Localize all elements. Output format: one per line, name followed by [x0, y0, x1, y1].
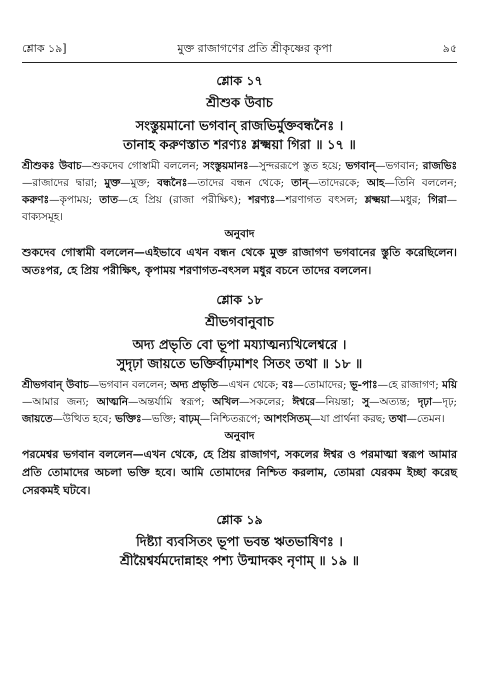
synonym-gloss: —নিয়ন্তা;	[315, 396, 363, 408]
synonym-term: ভগবান্	[345, 160, 376, 172]
verse-18-speaker: শ্রীভগবানুবাচ	[205, 315, 274, 330]
synonym-gloss: —অত্যন্ত;	[369, 396, 418, 408]
synonym-term: রাজভিঃ	[422, 160, 457, 172]
synonym-term: ভক্তিঃ	[115, 413, 142, 425]
synonym-gloss: —ভক্তি;	[141, 413, 180, 425]
synonym-term: অদ্য প্রভৃতি	[170, 379, 219, 391]
synonym-gloss: —সকলের;	[238, 396, 293, 408]
synonym-term: গিরা	[428, 194, 447, 206]
verse-19	[22, 512, 457, 571]
verse-17-translation-heading: অনুবাদ	[224, 228, 255, 240]
synonym-gloss: —তেমন।	[406, 413, 445, 425]
page-number: ৯৫	[442, 42, 457, 55]
verse-18-line-1: অদ্য প্রভৃতি বো ভূপা ময্যাত্মন্যখিলেশ্বরে ।	[132, 338, 347, 353]
synonym-gloss: —হে প্রিয় (রাজা পরীক্ষিৎ);	[117, 194, 249, 206]
verse-18-translation-heading: অনুবাদ	[224, 430, 255, 442]
synonym-gloss: —নিশ্চিতরূপে;	[199, 413, 264, 425]
synonym-term: তথা	[388, 413, 407, 425]
synonym-gloss: —মুক্ত;	[120, 177, 158, 189]
synonym-term: করুণঃ	[22, 194, 50, 206]
synonym-gloss: —কৃপাময়;	[49, 194, 100, 206]
verse-19-number: শ্লোক ১৯	[216, 512, 263, 527]
synonym-term: দৃঢ়া	[417, 396, 432, 408]
synonym-term: আশংসিতম্	[263, 413, 311, 425]
synonym-gloss: —শরণাগত বৎসল;	[275, 194, 365, 206]
synonym-gloss: —হে রাজাগণ;	[377, 379, 443, 391]
synonym-gloss: —এখন থেকে;	[218, 379, 283, 391]
synonym-term: বঃ	[282, 379, 294, 391]
verse-17-number: শ্লোক ১৭	[216, 73, 263, 88]
verse-17	[22, 73, 457, 280]
synonym-gloss: —ভগবান বললেন;	[88, 379, 171, 391]
synonym-gloss: —অন্তর্যামি স্বরূপ;	[128, 396, 213, 408]
synonym-gloss: —শুকদেব গোস্বামী বললেন;	[81, 160, 204, 172]
synonym-gloss: —তিনি বললেন;	[384, 177, 457, 189]
synonym-gloss: —তোমাদের;	[293, 379, 350, 391]
verse-19-line-1: দিষ্ট্যা ব্যবসিতং ভূপা ভবন্ত ঋতভাষিণঃ ।	[136, 535, 343, 550]
synonym-gloss: —রাজাদের দ্বারা;	[22, 177, 105, 189]
verse-18-synonyms	[22, 377, 457, 428]
verse-17-line-2: তানাহ করুণস্তাত শরণ্যঃ শ্লক্ষ্ময়া গিরা ॥ ১৭ ॥	[123, 138, 356, 153]
verse-17-line-1: সংস্তুয়মানো ভগবান্ রাজভির্মুক্তবন্ধনৈঃ ।	[135, 119, 344, 134]
synonym-gloss: —আমার জন্য;	[22, 396, 97, 408]
synonym-term: সংস্তুয়মানঃ	[203, 160, 249, 172]
verse-17-synonyms	[22, 158, 457, 226]
verse-18-number: শ্লোক ১৮	[216, 292, 263, 307]
verse-18-translation: পরমেশ্বর ভগবান বললেন—এখন থেকে, হে প্রিয় রাজাগণ, সকলের ঈশ্বর ও পরমাত্মা স্বরূপ আমার প্রতি তোমাদের অচলা ভক্তি হবে। আমি তোমাদের নিশ্চিত করলাম, তোমরা যেরকম ইচ্ছা করেছ সেরকমই ঘটবে।	[22, 448, 457, 497]
synonym-term: বন্ধনৈঃ	[157, 177, 188, 189]
verse-18	[22, 292, 457, 500]
synonym-term: জায়তে	[22, 413, 53, 425]
synonym-gloss: —বাক্যসমূহ।	[22, 194, 457, 223]
synonym-term: মুক্ত	[104, 177, 121, 189]
synonym-term: শ্রীভগবান্ উবাচ	[22, 379, 89, 391]
header-chapter-title: মুক্ত রাজাগণের প্রতি শ্রীকৃষ্ণের কৃপা	[177, 42, 332, 55]
synonym-gloss: —তাদেরকে;	[308, 177, 367, 189]
synonym-gloss: —সুন্দররূপে স্তুত হয়ে;	[248, 160, 346, 172]
synonym-term: তান্	[291, 177, 309, 189]
synonym-term: আত্মনি	[96, 396, 128, 408]
synonym-term: তাত	[99, 194, 118, 206]
synonym-term: ঈশ্বরে	[292, 396, 316, 408]
synonym-term: সু	[362, 396, 370, 408]
synonym-term: শরণ্যঃ	[248, 194, 276, 206]
synonym-term: ময়ি	[442, 379, 457, 391]
synonym-term: ভূ-পাঃ	[349, 379, 378, 391]
synonym-term: শ্লক্ষ্ময়া	[364, 194, 390, 206]
synonym-gloss: —মধুর;	[389, 194, 429, 206]
synonym-gloss: —যা প্রার্থনা করছ;	[310, 413, 389, 425]
header-verse-ref: শ্লোক ১৯]	[22, 42, 67, 55]
synonym-term: শ্রীশুকঃ উবাচ	[22, 160, 82, 172]
synonym-term: অখিল	[212, 396, 239, 408]
verse-19-line-2: শ্রীয়ৈশ্বর্যমদোন্নাহং পশ্য উন্মাদকং নৃণাম্ ॥ ১৯ ॥	[119, 554, 360, 569]
synonym-term: বাঢ়ম্	[179, 413, 200, 425]
synonym-gloss: —ভগবান;	[375, 160, 423, 172]
verse-17-translation: শুকদেব গোস্বামী বললেন—এইভাবে এখন বন্ধন থেকে মুক্ত রাজাগণ ভগবানের স্তুতি করেছিলেন। অতঃপর, হে প্রিয় পরীক্ষিৎ, কৃপাময় শরণাগত-বৎসল মধুর বচনে তাদের বললেন।	[22, 246, 457, 277]
synonym-gloss: —তাদের বন্ধন থেকে;	[187, 177, 292, 189]
synonym-term: আহ	[366, 177, 385, 189]
synonym-gloss: —উত্থিত হবে;	[52, 413, 116, 425]
verse-18-line-2: সুদৃঢ়া জায়তে ভক্তির্বাঢ়মাশং সিতং তথা ॥ ১৮ ॥	[116, 357, 363, 372]
running-header	[22, 40, 457, 63]
verse-17-speaker: শ্রীশুক উবাচ	[206, 96, 273, 111]
synonym-gloss: —দৃঢ়;	[431, 396, 457, 408]
